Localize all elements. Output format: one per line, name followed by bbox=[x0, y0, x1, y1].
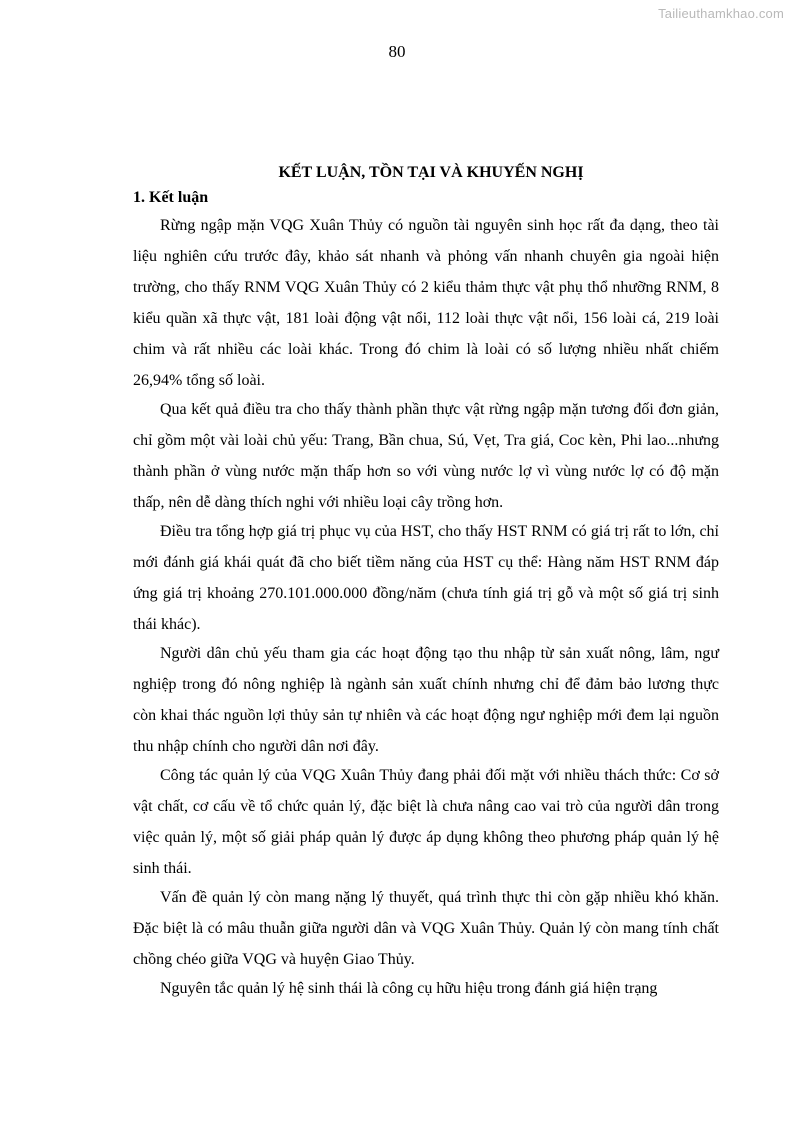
page-number: 80 bbox=[388, 42, 406, 61]
section-heading: 1. Kết luận bbox=[133, 189, 209, 206]
paragraph: Người dân chủ yếu tham gia các hoạt động tạo thu nhập từ sản xuất nông, lâm, ngư nghiệp trong đó nông nghiệp là ngành sản xuất chính nhưng chỉ để đảm bảo lương thực còn khai thác nguồn lợi thủy sản tự nhiên và các hoạt động ngư nghiệp mới đem lại nguồn thu nhập chính cho người dân nơi đây. bbox=[133, 645, 719, 755]
paragraph: Vấn đề quản lý còn mang nặng lý thuyết, quá trình thực thi còn gặp nhiều khó khăn. Đặc biệt là có mâu thuẫn giữa người dân và VQG Xuân Thủy. Quản lý còn mang tính chất chồng chéo giữa VQG và huyện Giao Thủy. bbox=[133, 889, 719, 968]
chapter-title: KẾT LUẬN, TỒN TẠI VÀ KHUYẾN NGHỊ bbox=[278, 164, 584, 181]
paragraph: Rừng ngập mặn VQG Xuân Thủy có nguồn tài nguyên sinh học rất đa dạng, theo tài liệu nghiên cứu trước đây, khảo sát nhanh và phỏng vấn nhanh chuyên gia ngoài hiện trường, cho thấy RNM VQG Xuân Thủy có 2 kiểu thảm thực vật phụ thổ nhưỡng RNM, 8 kiểu quần xã thực vật, 181 loài động vật nổi, 112 loài thực vật nổi, 156 loài cá, 219 loài chim và rất nhiều các loài khác. Trong đó chim là loài có số lượng nhiều nhất chiếm 26,94% tổng số loài. bbox=[133, 217, 719, 389]
document-body bbox=[133, 162, 719, 1004]
watermark: Tailieuthamkhao.com bbox=[658, 6, 784, 21]
paragraph: Qua kết quả điều tra cho thấy thành phần thực vật rừng ngập mặn tương đối đơn giản, chỉ gồm một vài loài chủ yếu: Trang, Bần chua, Sú, Vẹt, Tra giá, Coc kèn, Phi lao...nhưng thành phần ở vùng nước mặn thấp hơn so với vùng nước lợ vì vùng nước lợ có độ mặn thấp, nên dễ dàng thích nghi với nhiều loại cây trồng hơn. bbox=[133, 401, 719, 511]
paragraph: Điều tra tổng hợp giá trị phục vụ của HST, cho thấy HST RNM có giá trị rất to lớn, chỉ mới đánh giá khái quát đã cho biết tiềm năng của HST cụ thể: Hàng năm HST RNM đáp ứng giá trị khoảng 270.101.000.000 đồng/năm (chưa tính giá trị gỗ và một số giá trị sinh thái khác). bbox=[133, 523, 719, 633]
paragraph: Công tác quản lý của VQG Xuân Thủy đang phải đối mặt với nhiều thách thức: Cơ sở vật chất, cơ cấu về tổ chức quản lý, đặc biệt là chưa nâng cao vai trò của người dân trong việc quản lý, một số giải pháp quản lý được áp dụng không theo phương pháp quản lý hệ sinh thái. bbox=[133, 767, 719, 877]
paragraph: Nguyên tắc quản lý hệ sinh thái là công cụ hữu hiệu trong đánh giá hiện trạng bbox=[160, 980, 658, 997]
